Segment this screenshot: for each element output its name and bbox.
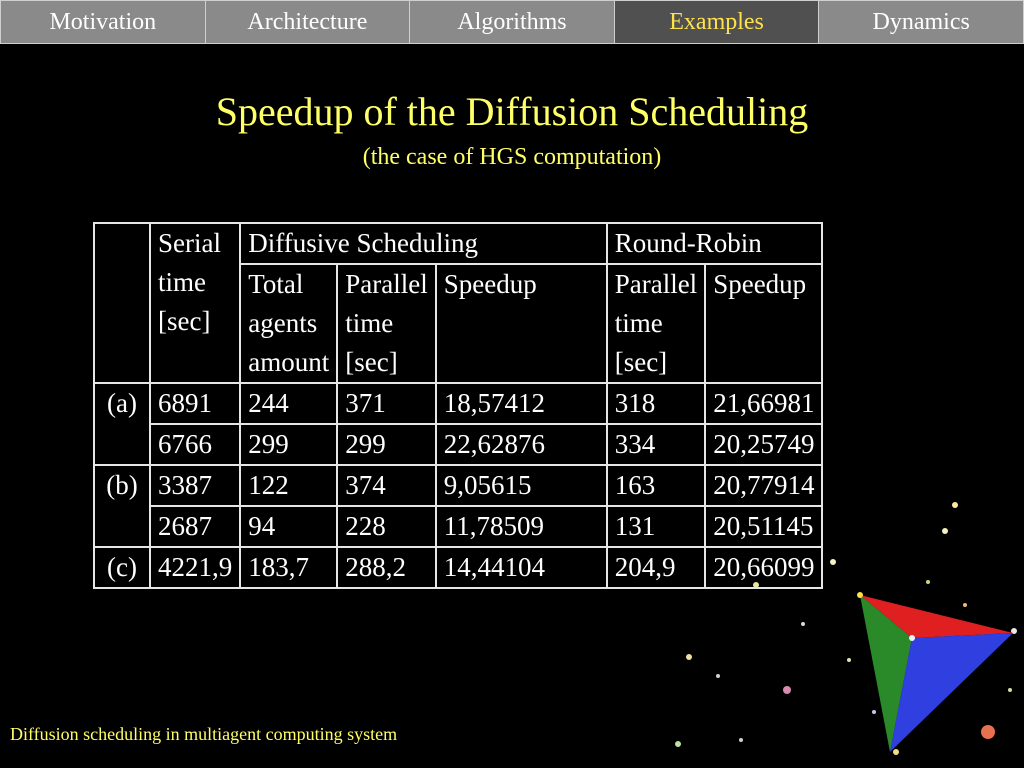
cell-rr-speedup: 20,25749 bbox=[705, 424, 822, 465]
tab-algorithms[interactable]: Algorithms bbox=[409, 0, 614, 44]
cell-serial: 3387 bbox=[150, 465, 240, 506]
cell-speedup: 14,44104 bbox=[436, 547, 607, 588]
cell-serial: 6891 bbox=[150, 383, 240, 424]
cell-serial: 2687 bbox=[150, 506, 240, 547]
cell-speedup: 11,78509 bbox=[436, 506, 607, 547]
row-label-b: (b) bbox=[94, 465, 150, 547]
cell-parallel: 228 bbox=[337, 506, 435, 547]
cell-parallel: 299 bbox=[337, 424, 435, 465]
header-rr-parallel-time: Parallel time [sec] bbox=[607, 264, 705, 383]
cell-parallel: 371 bbox=[337, 383, 435, 424]
row-label-a: (a) bbox=[94, 383, 150, 465]
header-serial-time: Serial time [sec] bbox=[150, 223, 240, 383]
cell-serial: 6766 bbox=[150, 424, 240, 465]
cell-rr-parallel: 318 bbox=[607, 383, 705, 424]
cell-rr-speedup: 21,66981 bbox=[705, 383, 822, 424]
cell-rr-speedup: 20,51145 bbox=[705, 506, 822, 547]
cell-rr-speedup: 20,77914 bbox=[705, 465, 822, 506]
tab-architecture[interactable]: Architecture bbox=[205, 0, 410, 44]
row-label-c: (c) bbox=[94, 547, 150, 588]
cell-rr-parallel: 163 bbox=[607, 465, 705, 506]
tab-examples[interactable]: Examples bbox=[614, 0, 819, 44]
cell-speedup: 22,62876 bbox=[436, 424, 607, 465]
cell-rr-parallel: 334 bbox=[607, 424, 705, 465]
cell-rr-parallel: 204,9 bbox=[607, 547, 705, 588]
footer-caption: Diffusion scheduling in multiagent computing system bbox=[10, 724, 398, 744]
cell-rr-speedup: 20,66099 bbox=[705, 547, 822, 588]
cell-speedup: 9,05615 bbox=[436, 465, 607, 506]
slide-subtitle: (the case of HGS computation) bbox=[362, 144, 662, 170]
slide-title: Speedup of the Diffusion Scheduling bbox=[215, 89, 809, 134]
header-round-robin: Round-Robin bbox=[607, 223, 823, 264]
cell-serial: 4221,9 bbox=[150, 547, 240, 588]
header-diffusive-scheduling: Diffusive Scheduling bbox=[240, 223, 606, 264]
cell-agents: 244 bbox=[240, 383, 337, 424]
cell-agents: 183,7 bbox=[240, 547, 337, 588]
cell-rr-parallel: 131 bbox=[607, 506, 705, 547]
header-parallel-time: Parallel time [sec] bbox=[337, 264, 435, 383]
tab-motivation[interactable]: Motivation bbox=[0, 0, 205, 44]
header-rr-speedup: Speedup bbox=[705, 264, 822, 383]
cell-agents: 299 bbox=[240, 424, 337, 465]
tab-dynamics[interactable]: Dynamics bbox=[818, 0, 1024, 44]
header-speedup: Speedup bbox=[436, 264, 607, 383]
header-total-agents: Total agents amount bbox=[240, 264, 337, 383]
cell-parallel: 288,2 bbox=[337, 547, 435, 588]
cell-agents: 122 bbox=[240, 465, 337, 506]
cell-speedup: 18,57412 bbox=[436, 383, 607, 424]
cell-parallel: 374 bbox=[337, 465, 435, 506]
cell-agents: 94 bbox=[240, 506, 337, 547]
